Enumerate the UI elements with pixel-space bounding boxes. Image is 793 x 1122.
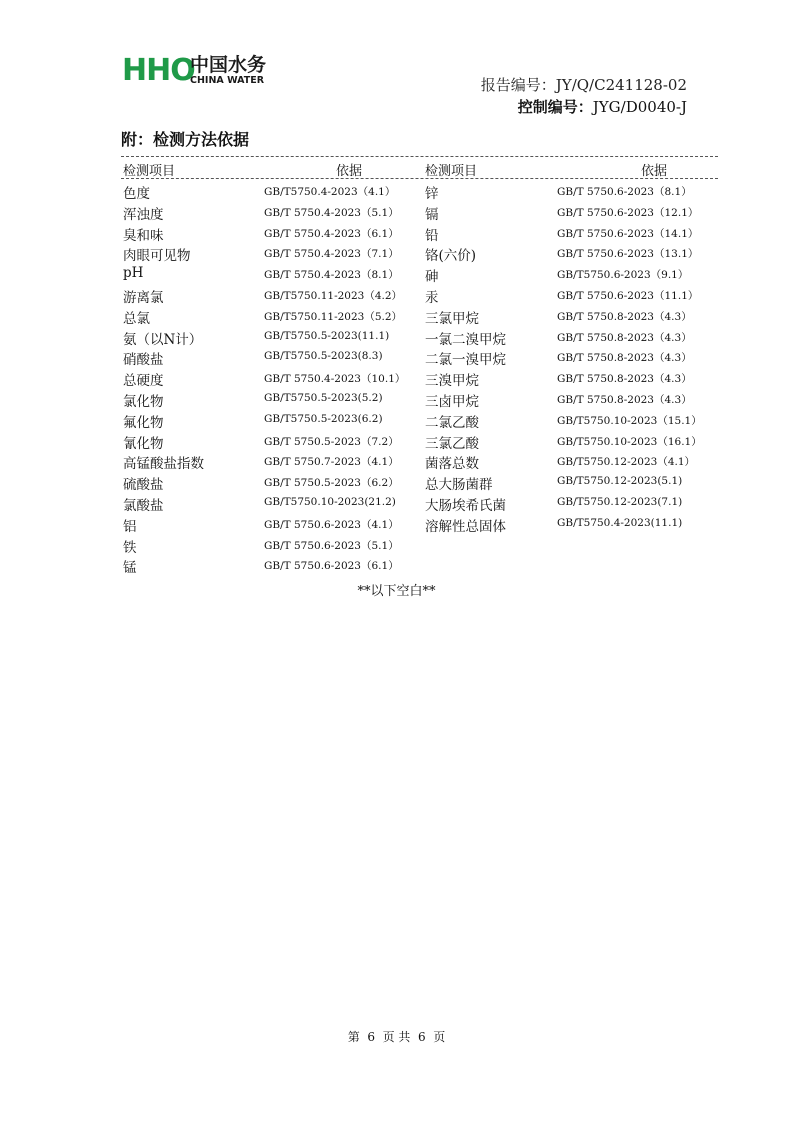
table-row — [0, 263, 793, 284]
method-basis-right: GB/T 5750.6-2023（14.1） — [557, 227, 699, 240]
test-item-right: 砷 — [425, 269, 439, 286]
table-row — [0, 367, 793, 388]
method-basis-left: GB/T 5750.6-2023（4.1） — [264, 518, 399, 531]
test-item-left: 铁 — [123, 539, 137, 556]
test-item-left: 铝 — [123, 518, 137, 535]
test-item-left: 氯化物 — [123, 393, 164, 410]
test-item-right: 一氯二溴甲烷 — [425, 331, 506, 348]
test-item-right: 二氯乙酸 — [425, 414, 479, 431]
test-item-left: pH — [123, 265, 144, 282]
test-item-left: 游离氯 — [123, 289, 164, 306]
method-basis-right: GB/T5750.6-2023（9.1） — [557, 269, 689, 282]
test-item-right: 三氯乙酸 — [425, 435, 479, 452]
table-row — [0, 180, 793, 201]
logo-mark: HHO — [122, 53, 195, 88]
test-item-left: 高锰酸盐指数 — [123, 456, 204, 473]
method-basis-right: GB/T5750.12-2023(5.1) — [557, 475, 683, 488]
table-row — [0, 492, 793, 513]
method-basis-left: GB/T 5750.6-2023（6.1） — [264, 560, 399, 573]
test-item-right: 镉 — [425, 206, 439, 223]
page-footer: 第 6 页 共 6 页 — [347, 1030, 446, 1044]
table-row — [0, 242, 793, 263]
method-basis-left: GB/T 5750.5-2023（6.2） — [264, 477, 399, 490]
control-number-label: 控制编号： — [517, 98, 593, 116]
test-item-right: 大肠埃希氏菌 — [425, 497, 506, 514]
table-row — [0, 554, 793, 575]
test-item-left: 总硬度 — [123, 373, 164, 390]
test-item-right: 二氯一溴甲烷 — [425, 352, 506, 369]
method-basis-left: GB/T5750.5-2023(11.1) — [264, 329, 390, 342]
method-basis-right: GB/T 5750.6-2023（8.1） — [557, 186, 692, 198]
test-item-left: 锰 — [123, 560, 137, 577]
test-item-left: 总氯 — [123, 310, 150, 327]
test-item-left: 色度 — [123, 186, 150, 202]
test-item-right: 三氯甲烷 — [425, 310, 479, 327]
table-row — [0, 201, 793, 222]
logo-chinese-name: 中国水务 — [190, 54, 267, 76]
method-basis-right: GB/T5750.12-2023(7.1) — [557, 495, 683, 508]
test-item-right: 总大肠菌群 — [425, 477, 493, 494]
table-row — [0, 326, 793, 347]
test-item-right: 三卤甲烷 — [425, 393, 479, 410]
header-basis-left: 依据 — [336, 164, 363, 179]
table-row — [0, 430, 793, 451]
method-basis-right: GB/T 5750.6-2023（11.1） — [557, 289, 699, 302]
method-basis-right: GB/T 5750.8-2023（4.3） — [557, 331, 692, 344]
method-basis-right: GB/T 5750.8-2023（4.3） — [557, 310, 692, 323]
table-row — [0, 409, 793, 430]
table-top-rule — [121, 156, 718, 157]
method-table-body — [0, 180, 793, 575]
method-basis-left: GB/T5750.10-2023(21.2) — [264, 495, 396, 508]
method-basis-left: GB/T5750.5-2023(8.3) — [264, 350, 383, 363]
test-item-left: 肉眼可见物 — [123, 248, 191, 265]
method-basis-right: GB/T5750.12-2023（4.1） — [557, 456, 696, 469]
method-basis-left: GB/T 5750.4-2023（6.1） — [264, 227, 399, 240]
method-basis-left: GB/T 5750.4-2023（5.1） — [264, 206, 399, 219]
header-item-left: 检测项目 — [123, 164, 176, 179]
test-item-left: 氨（以N计） — [123, 331, 203, 348]
method-basis-left: GB/T5750.5-2023(6.2) — [264, 412, 383, 425]
table-row — [0, 222, 793, 243]
test-item-left: 硝酸盐 — [123, 352, 164, 369]
method-basis-right: GB/T 5750.6-2023（12.1） — [557, 206, 699, 219]
test-item-left: 硫酸盐 — [123, 477, 164, 494]
test-item-right: 铅 — [425, 227, 439, 244]
test-item-left: 氰化物 — [123, 435, 164, 452]
method-basis-right: GB/T5750.10-2023（15.1） — [557, 414, 702, 427]
method-basis-left: GB/T5750.5-2023(5.2) — [264, 391, 383, 404]
test-item-right: 三溴甲烷 — [425, 373, 479, 390]
blank-end-note: **以下空白** — [357, 584, 436, 599]
method-basis-left: GB/T 5750.4-2023（8.1） — [264, 269, 399, 282]
test-item-left: 氯酸盐 — [123, 497, 164, 514]
logo-english-name: CHINA WATER — [190, 75, 265, 86]
method-basis-right: GB/T5750.4-2023(11.1) — [557, 516, 683, 529]
test-item-left: 臭和味 — [123, 227, 164, 244]
method-basis-left: GB/T 5750.5-2023（7.2） — [264, 435, 399, 448]
report-number: 报告编号：JY/Q/C241128-02 — [480, 76, 687, 94]
method-basis-left: GB/T 5750.7-2023（4.1） — [264, 456, 399, 469]
header-basis-right: 依据 — [641, 164, 668, 179]
method-basis-left: GB/T 5750.6-2023（5.1） — [264, 539, 399, 552]
method-basis-left: GB/T5750.4-2023（4.1） — [264, 186, 396, 198]
table-row — [0, 346, 793, 367]
appendix-title: 附：检测方法依据 — [121, 130, 250, 149]
table-row — [0, 305, 793, 326]
method-basis-right: GB/T 5750.8-2023（4.3） — [557, 373, 692, 386]
method-basis-right: GB/T5750.10-2023（16.1） — [557, 435, 702, 448]
test-item-right: 菌落总数 — [425, 456, 479, 473]
table-row — [0, 388, 793, 409]
table-header-rule — [121, 178, 718, 179]
test-item-right: 锌 — [425, 186, 439, 202]
test-item-right: 铬(六价) — [425, 248, 477, 265]
test-item-right: 溶解性总固体 — [425, 518, 506, 535]
table-row — [0, 471, 793, 492]
method-basis-left: GB/T5750.11-2023（4.2） — [264, 289, 403, 302]
method-basis-right: GB/T 5750.6-2023（13.1） — [557, 248, 699, 261]
test-item-left: 浑浊度 — [123, 206, 164, 223]
method-basis-left: GB/T5750.11-2023（5.2） — [264, 310, 403, 323]
method-basis-left: GB/T 5750.4-2023（10.1） — [264, 373, 406, 386]
method-basis-right: GB/T 5750.8-2023（4.3） — [557, 393, 692, 406]
test-item-left: 氟化物 — [123, 414, 164, 431]
header-item-right: 检测项目 — [425, 164, 478, 179]
test-item-right: 汞 — [425, 289, 439, 306]
method-basis-right: GB/T 5750.8-2023（4.3） — [557, 352, 692, 365]
table-row — [0, 534, 793, 555]
table-row — [0, 284, 793, 305]
table-row — [0, 450, 793, 471]
method-basis-left: GB/T 5750.4-2023（7.1） — [264, 248, 399, 261]
control-number — [518, 96, 687, 117]
control-number-value: JYG/D0040-J — [592, 98, 687, 116]
table-row — [0, 513, 793, 534]
